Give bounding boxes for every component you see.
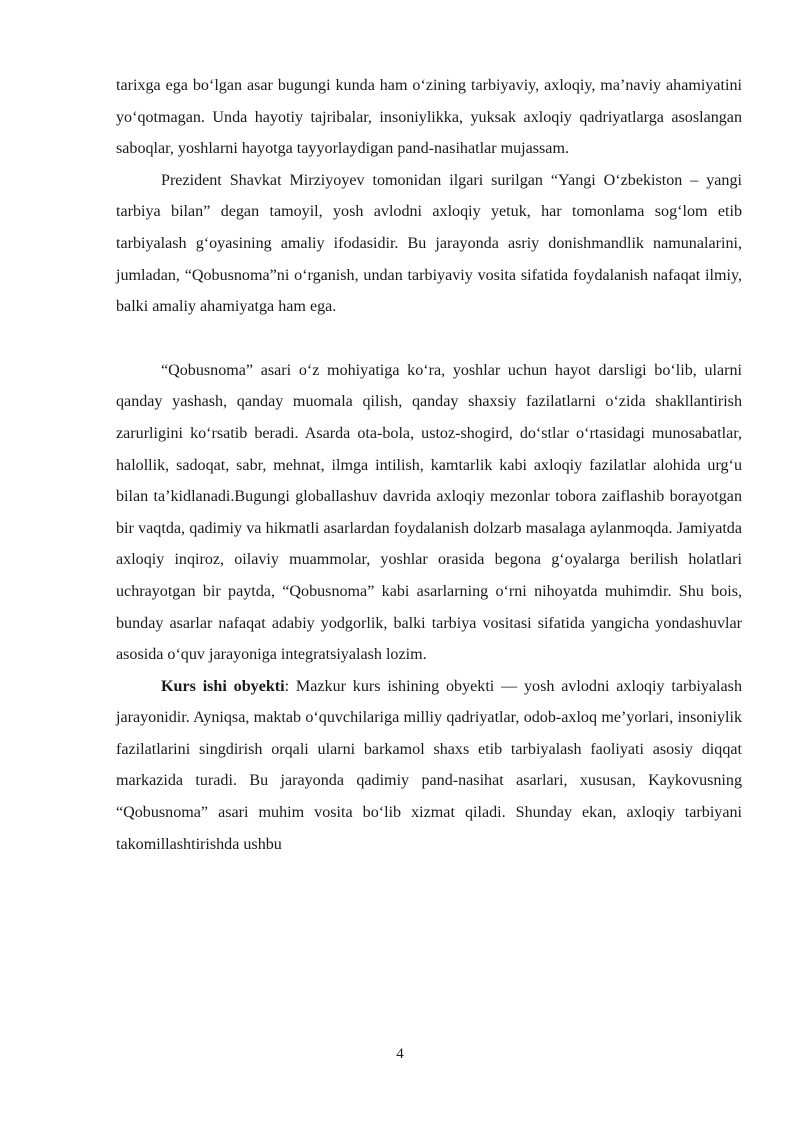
page-number: 4 (396, 1046, 404, 1062)
paragraph-president-principle: Prezident Shavkat Mirziyoyev tomonidan ilgari surilgan “Yangi Oʻzbekiston – yangi tarbiya bilan” degan tamoyil, yosh avlodni axloqiy yetuk, har tomonlama sogʻlom etib tarbiyalash gʻoyasining amaliy ifodasidir. Bu jarayonda asriy donishmandlik namunalarini, jumladan, “Qobusnoma”ni oʻrganish, undan tarbiyaviy vosita sifatida foydalanish nafaqat ilmiy, balki amaliy ahamiyatga ham ega. (116, 171, 742, 316)
document-body (116, 70, 742, 860)
paragraph-intro-continuation: tarixga ega boʻlgan asar bugungi kunda ham oʻzining tarbiyaviy, axloqiy, maʼnaviy ahamiyatini yoʻqotmagan. Unda hayotiy tajribalar, insoniylikka, yuksak axloqiy qadriyatlarga asoslangan saboqlar, yoshlarni hayotga tayyorlaydigan pand-nasihatlar mujassam. (116, 77, 742, 158)
paragraph-course-object (116, 671, 742, 861)
paragraph-qobusnoma-essence: “Qobusnoma” asari oʻz mohiyatiga koʻra, yoshlar uchun hayot darsligi boʻlib, ularni qanday yashash, qanday muomala qilish, qanday shaxsiy fazilatlarni oʻzida shakllantirish zarurligini koʻrsatib beradi. Asarda ota-bola, ustoz-shogird, doʻstlar oʻrtasidagi munosabatlar, halollik, sadoqat, sabr, mehnat, ilmga intilish, kamtarlik kabi axloqiy fazilatlar alohida urgʻu bilan taʼkidlanadi.Bugungi globallashuv davrida axloqiy mezonlar tobora zaiflashib borayotgan bir vaqtda, qadimiy va hikmatli asarlardan foydalanish dolzarb masalaga aylanmoqda. Jamiyatda axloqiy inqiroz, oilaviy muammolar, yoshlar orasida begona gʻoyalarga berilish holatlari uchrayotgan bir paytda, “Qobusnoma” kabi asarlarning oʻrni nihoyatda muhimdir. Shu bois, bunday asarlar nafaqat adabiy yodgorlik, balki tarbiya vositasi sifatida yangicha yondashuvlar asosida oʻquv jarayoniga integratsiyalash lozim. (116, 361, 742, 664)
course-object-label: Kurs ishi obyekti (161, 677, 285, 695)
paragraph-spacer (116, 323, 742, 355)
course-object-text: : Mazkur kurs ishining obyekti — yosh avlodni axloqiy tarbiyalash jarayonidir. Ayniqsa, maktab oʻquvchilariga milliy qadriyatlar, odob-axloq meʼyorlari, insoniylik fazilatlarini singdirish orqali ularni barkamol shaxs etib tarbiyalash faoliyati asosiy diqqat markazida turadi. Bu jarayonda qadimiy pand-nasihat asarlari, xususan, Kaykovusning “Qobusnoma” asari muhim vosita boʻlib xizmat qiladi. Shunday ekan, axloqiy tarbiyani takomillashtirishda ushbu (116, 677, 742, 853)
